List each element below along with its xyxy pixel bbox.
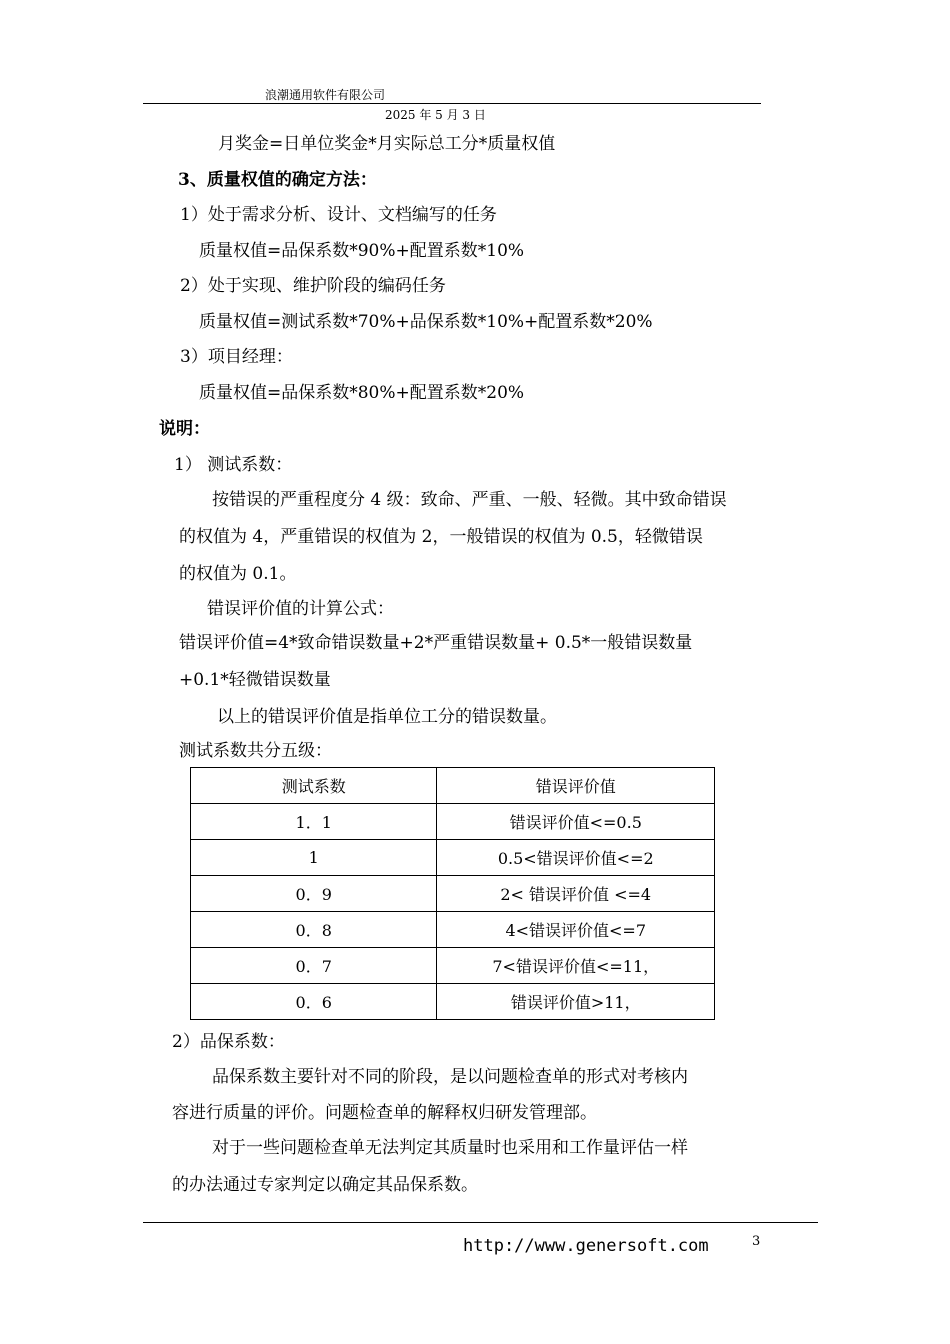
paragraph-line: 对于一些问题检查单无法判定其质量时也采用和工作量评估一样	[212, 1138, 688, 1158]
table-cell: 0．6	[191, 984, 437, 1020]
table-cell: 0．7	[191, 948, 437, 984]
formula-error-value-cont: +0.1*轻微错误数量	[179, 670, 331, 690]
table-row	[191, 804, 715, 840]
table-header-cell: 测试系数	[191, 768, 437, 804]
table-cell: 0．8	[191, 912, 437, 948]
list-item-1: 1）处于需求分析、设计、文档编写的任务	[180, 205, 497, 225]
table-cell: 0．9	[191, 876, 437, 912]
table-row	[191, 984, 715, 1020]
table-cell: 1	[191, 840, 437, 876]
table-cell: 7<错误评价值<=11，	[437, 948, 715, 984]
paragraph-line: 错误评价值的计算公式：	[207, 599, 394, 619]
footer-url-link[interactable]: http://www.genersoft.com	[463, 1236, 709, 1256]
section-heading-quality: 3、质量权值的确定方法：	[178, 170, 377, 190]
header-rule	[143, 103, 761, 104]
table-header-row	[191, 768, 715, 804]
note-item-1: 1） 测试系数：	[174, 455, 293, 475]
formula-2: 质量权值=测试系数*70%+品保系数*10%+配置系数*20%	[199, 312, 653, 332]
header-company: 浪潮通用软件有限公司	[265, 88, 386, 102]
paragraph-line: 的办法通过专家判定以确定其品保系数。	[172, 1175, 478, 1195]
table-header-cell: 错误评价值	[437, 768, 715, 804]
paragraph-line: 的权值为 4，严重错误的权值为 2，一般错误的权值为 0.5，轻微错误	[179, 527, 703, 547]
table-cell: 4<错误评价值<=7	[437, 912, 715, 948]
table-cell: 0.5<错误评价值<=2	[437, 840, 715, 876]
heading-notes: 说明：	[159, 419, 210, 439]
table-row	[191, 840, 715, 876]
table-cell: 错误评价值<=0.5	[437, 804, 715, 840]
header-date: 2025 年 5 月 3 日	[385, 108, 486, 122]
table-row	[191, 912, 715, 948]
paragraph-line: 容进行质量的评价。问题检查单的解释权归研发管理部。	[172, 1103, 597, 1123]
line-monthly-bonus: 月奖金=日单位奖金*月实际总工分*质量权值	[218, 134, 556, 154]
paragraph-line: 以上的错误评价值是指单位工分的错误数量。	[217, 707, 557, 727]
footer-rule	[143, 1222, 818, 1223]
list-item-2: 2）处于实现、维护阶段的编码任务	[180, 276, 446, 296]
table-cell: 错误评价值>11，	[437, 984, 715, 1020]
formula-1: 质量权值=品保系数*90%+配置系数*10%	[199, 241, 525, 261]
paragraph-line: 的权值为 0.1。	[179, 564, 297, 584]
test-coefficient-table	[190, 767, 715, 1020]
note-item-2: 2）品保系数：	[172, 1032, 285, 1052]
paragraph-line: 测试系数共分五级：	[179, 741, 332, 761]
paragraph-line: 品保系数主要针对不同的阶段，是以问题检查单的形式对考核内	[212, 1067, 688, 1087]
formula-error-value: 错误评价值=4*致命错误数量+2*严重错误数量+ 0.5*一般错误数量	[179, 633, 693, 653]
table-cell: 1．1	[191, 804, 437, 840]
list-item-3: 3）项目经理：	[180, 347, 293, 367]
table-row	[191, 948, 715, 984]
page-number: 3	[752, 1234, 761, 1249]
table-cell: 2< 错误评价值 <=4	[437, 876, 715, 912]
formula-3: 质量权值=品保系数*80%+配置系数*20%	[199, 383, 525, 403]
paragraph-line: 按错误的严重程度分 4 级：致命、严重、一般、轻微。其中致命错误	[212, 490, 727, 510]
table-row	[191, 876, 715, 912]
